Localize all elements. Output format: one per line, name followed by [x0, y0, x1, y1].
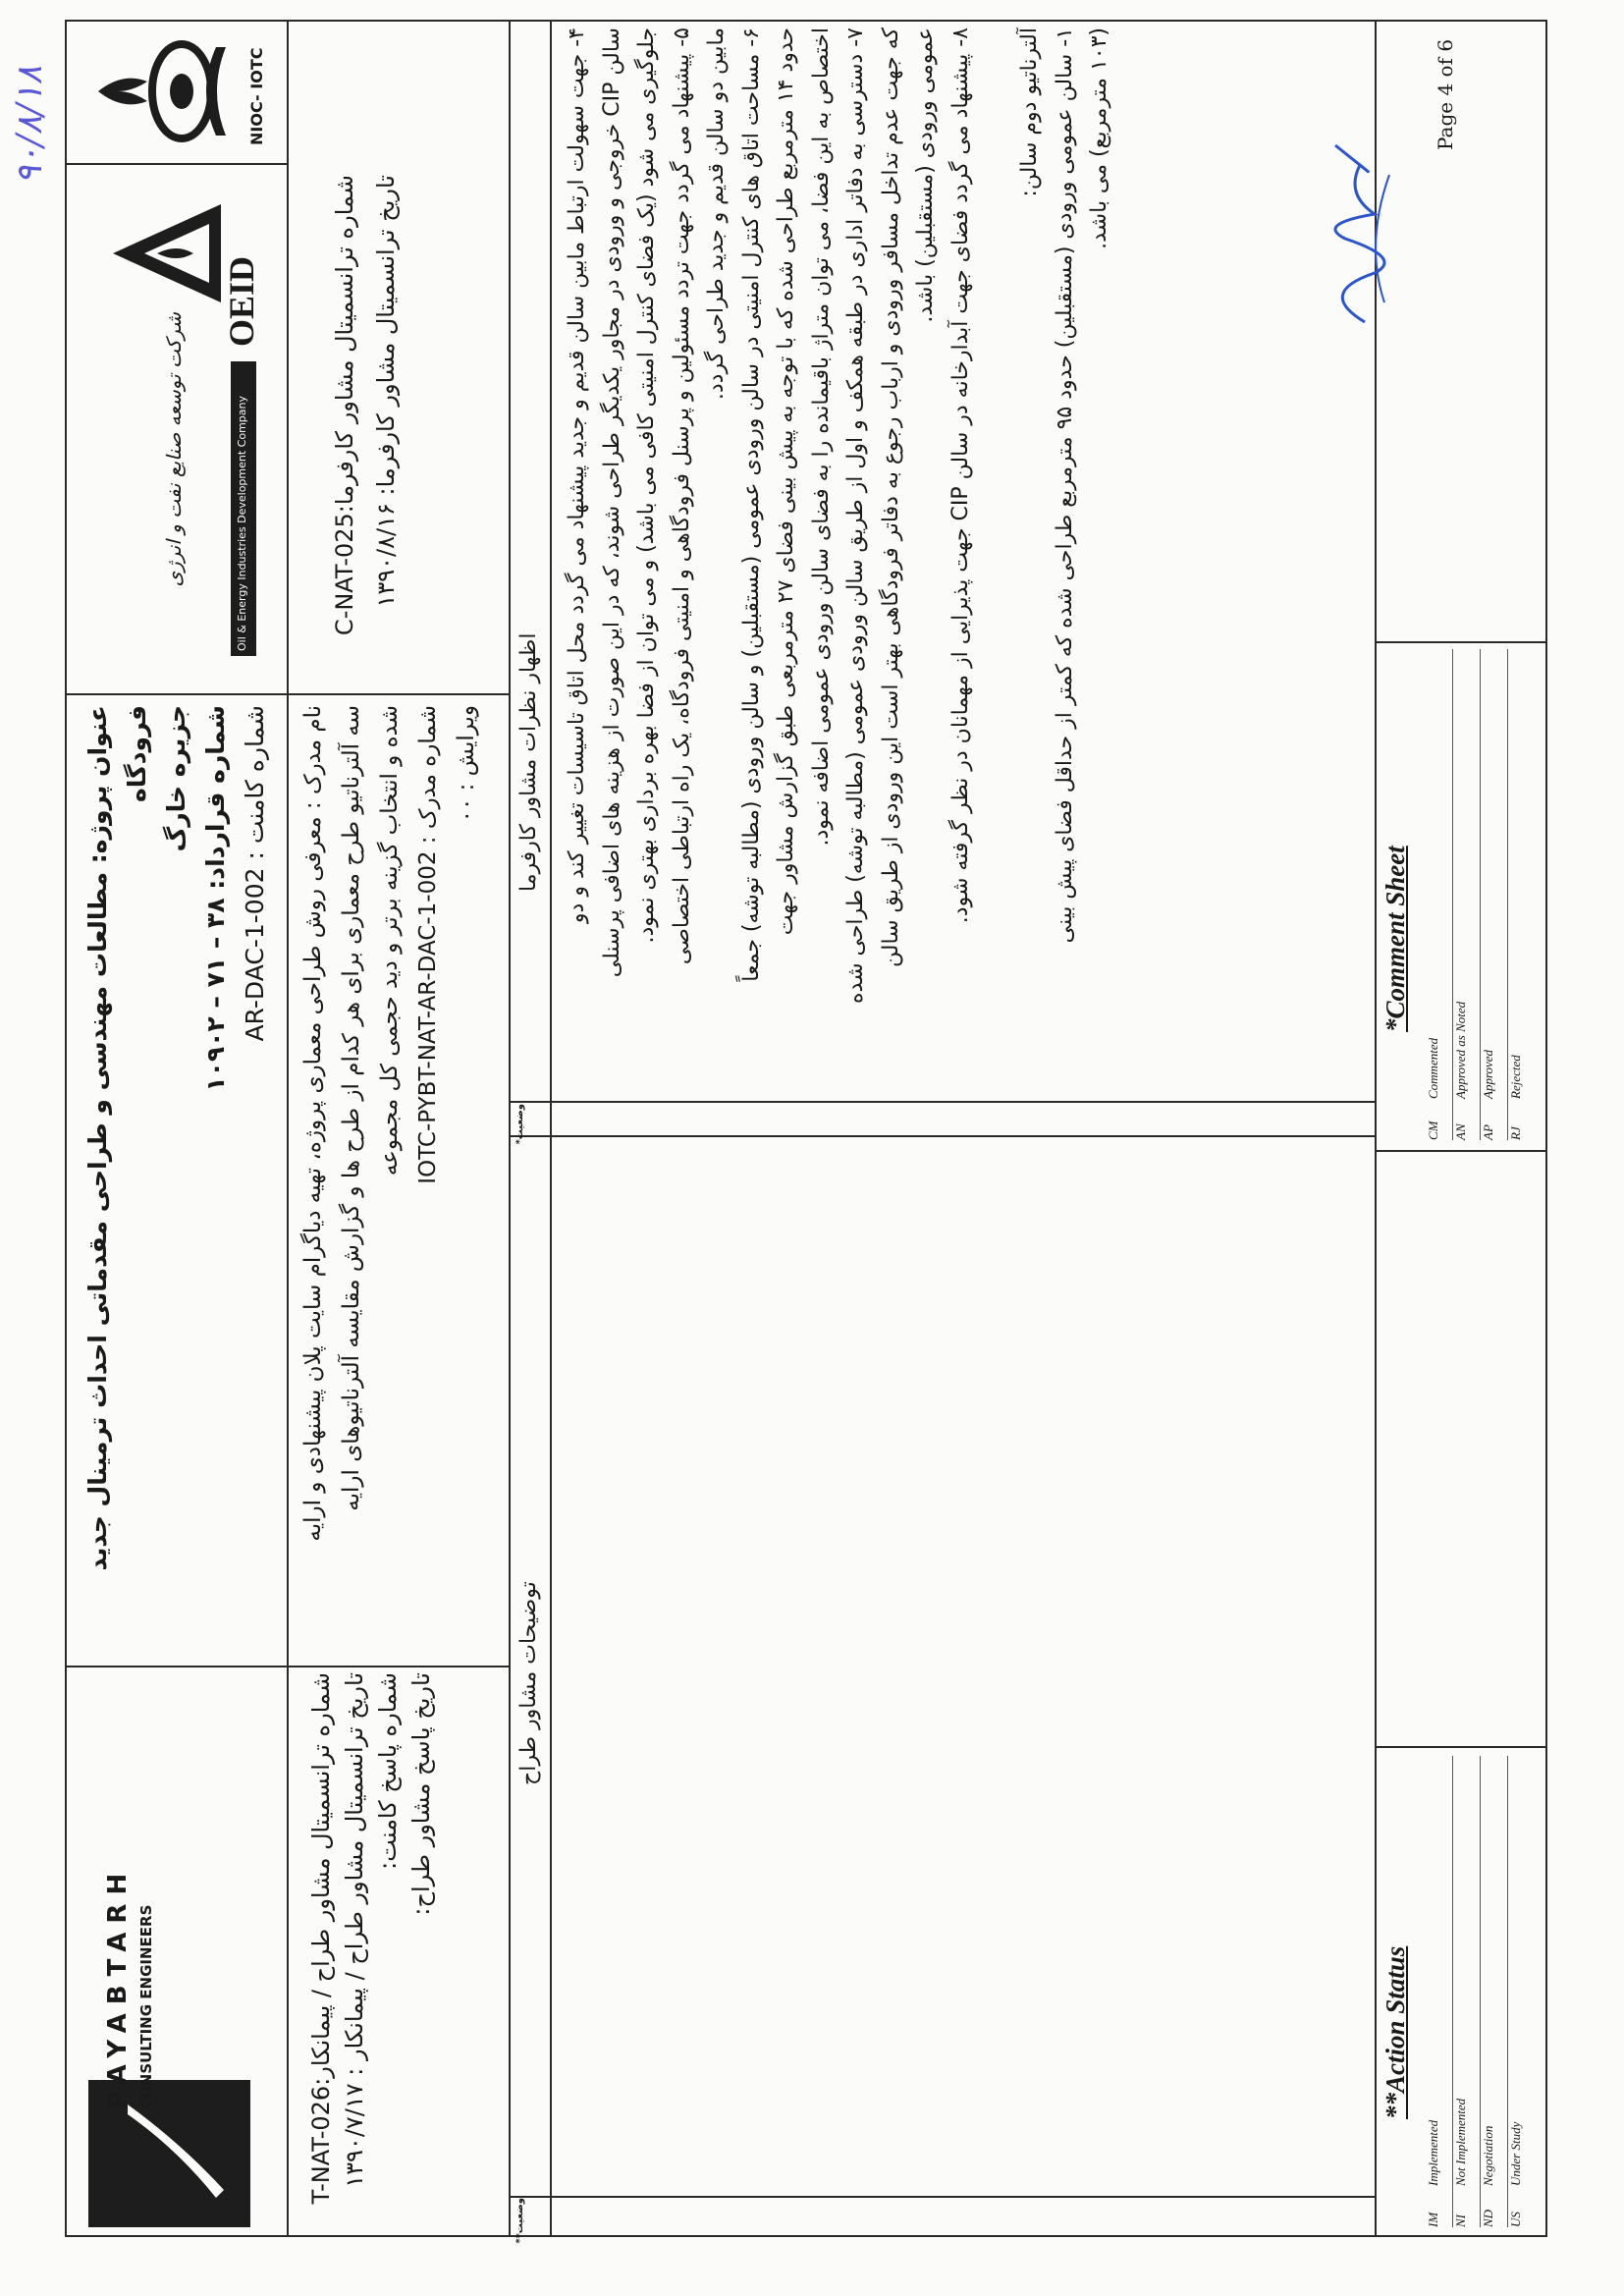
company-subtitle: CONSULTING ENGINEERS	[137, 1904, 155, 2109]
comment-sheet-legend	[1375, 641, 1547, 1152]
header-divider-2	[509, 20, 511, 2237]
document-info-line: نام مدرک : معرفی روش طراحی معماری پروژه، تهیه دیاگرام سایت پلان پیشنهادی و ارایه	[300, 705, 326, 1542]
comment-line: که جهت عدم تداخل مسافر ورودی و ارباب رجوع به دفاتر فرودگاهی بهتر است این ورودی از طریق سالن	[878, 27, 903, 967]
status-col-mid-right	[509, 1101, 1375, 1103]
comment-line: اختصاص به این فضا، می توان متراژ باقیمانده را به فضای سالن ورودی عمومی اضافه نمود.	[808, 27, 834, 847]
action-status-title: **Action Status	[1380, 1945, 1410, 2119]
client-transmittal-line: شماره ترانسمیتال مشاور کارفرما:C-NAT-025	[331, 175, 358, 636]
comment-sheet-item: AP Approved	[1481, 649, 1508, 1140]
oeid-persian-name: شرکت توسعه صنایع نفت و انرژی	[162, 312, 186, 587]
client-transmittal-block	[324, 175, 432, 685]
comment-line: ۴- جهت سهولت ارتباط مابین سالن قدیم و جدید پیشنهاد می گردد محل اتاق تاسیسات تغییر کند و دو	[565, 27, 589, 924]
action-status-items	[1426, 1756, 1535, 2227]
document-info-line: شماره مدرک : IOTC-PYBT-NAT-AR-DAC-1-002	[415, 705, 441, 1184]
header-divider-1	[287, 20, 289, 2237]
comment-sheet-item: AN Approved as Noted	[1453, 649, 1481, 1140]
designer-transmittal-line: تاریخ ترانسمیتال مشاور طراح / پیمانکار : ۱۳۹۰/۷/۱۷	[341, 1672, 368, 2188]
contract-number: شماره قرارداد: ۳۸ – ۷۱ – ۱۰۹۰۲	[201, 705, 230, 1092]
oeid-caption: Oil & Energy Industries Development Company	[236, 395, 248, 651]
comment-line: ۶- مساحت اتاق های کنترل امنیتی در سالن ورودی عمومی (مستقبلین) و سالن ورودی (مطالبه توشه) جمعاً	[738, 27, 764, 982]
document-info-block	[295, 705, 506, 1648]
project-location: جزیره خارگ	[162, 705, 190, 852]
comment-line: سالن CIP خروجی و ورودی در مجاور یکدیگر طراحی شوند، که در این صورت از هزینه های اضافی پرسنلی	[599, 27, 624, 978]
designer-comments-header: توضیحات مشاور طراح	[516, 1581, 541, 1785]
nioc-logo-graphic	[79, 27, 245, 155]
status-col-mid-left	[509, 1135, 1375, 1137]
comment-line: ۵- پیشنهاد می گردد جهت تردد مسئولین و پرسنل فرودگاهی و امنیتی فرودگاه، یک راه ارتباطی اختصاصی	[669, 27, 694, 965]
header-col-2	[65, 693, 509, 695]
page-number: Page 4 of 6	[1434, 38, 1457, 150]
nioc-caption: NIOC- IOTC	[247, 47, 266, 145]
client-comments-list	[560, 27, 1370, 1093]
comment-line: (۱۰۳ مترمربع) می باشد.	[1087, 27, 1111, 249]
comment-line: آلترناتیو دوم سالن:	[1017, 27, 1042, 197]
comment-sheet-item: CM Commented	[1426, 649, 1453, 1140]
status-mid-header: وضعیت*	[514, 1104, 525, 1145]
client-transmittal-line: تاریخ ترانسمیتال مشاور کارفرما: ۱۳۹۰/۸/۱۶	[372, 175, 400, 608]
designer-transmittal-line: تاریخ پاسخ مشاور طراح:	[407, 1672, 435, 1916]
comment-line: عمومی ورودی (مستقبلین) باشد.	[913, 27, 938, 323]
header-divider-3	[550, 20, 552, 2237]
project-block	[79, 705, 280, 1648]
oeid-name: OEID	[222, 255, 261, 347]
handwritten-date: ۹۰/۸/۱۸	[10, 66, 50, 185]
designer-transmittal-block	[304, 1672, 501, 2208]
action-status-item: ND Negotiation	[1481, 1756, 1508, 2227]
header-col-3	[65, 163, 287, 165]
comment-line: مابین دو سالن قدیم و جدید طراحی گردد.	[704, 27, 729, 401]
header-col-1	[65, 1666, 509, 1667]
status-col-left	[509, 2196, 1375, 2198]
action-status-item: IM Implemented	[1426, 1756, 1453, 2227]
client-comments-header: اظهار نظرات مشاور کارفرما	[516, 632, 541, 892]
comment-sheet-title: *Comment Sheet	[1380, 846, 1410, 1032]
document-info-line: سه آلترناتیو طرح معماری برای هر کدام از طرح ها و گزارش مقایسه آلترناتیوهای ارایه	[339, 705, 364, 1511]
designer-transmittal-line: شماره پاسخ کامنت:	[374, 1672, 402, 1870]
comment-line: حدود ۱۴ مترمربع طراحی شده که با توجه به پیش بینی فضای ۲۷ مترمربعی طبق گزارش مشاور جهت	[774, 27, 798, 936]
document-info-line: شده و انتخاب گزینه برتر و دید حجمی کل مجموعه	[377, 705, 403, 1176]
action-status-item: US Under Study	[1508, 2121, 1523, 2227]
designer-transmittal-line: شماره ترانسمیتال مشاور طراح / پیمانکار:T-NAT-026	[307, 1672, 335, 2205]
signature	[1306, 136, 1414, 332]
nioc-logo	[79, 27, 280, 155]
status-left-header: وضعیت**	[514, 2198, 525, 2244]
comment-sheet-item: RJ Rejected	[1508, 1055, 1523, 1140]
document-info-line: ویرایش : ۰۰	[454, 705, 479, 823]
comment-line: ۸- پیشنهاد می گردد فضای جهت آبدارخانه در سالن CIP جهت پذیرایی از مهمانان در نظر گرفته شود.	[947, 27, 973, 924]
action-status-legend	[1375, 1746, 1547, 2237]
oeid-logo	[74, 170, 280, 685]
project-title: عنوان پروژه: مطالعات مهندسی و طراحی مقدماتی احداث ترمینال جدید فرودگاه	[83, 705, 151, 1571]
company-name: PAYABTARH	[103, 1864, 133, 2109]
comment-line	[978, 27, 1012, 1093]
action-status-item: NI Not Implemented	[1453, 1756, 1481, 2227]
comment-sheet-items	[1426, 649, 1535, 1140]
comment-line: ۷- دسترسی به دفاتر اداری در طبقه همکف و اول از طریق سالن ورودی عمومی (مطالبه توشه) طراحی شده	[843, 27, 868, 1004]
comment-line: جلوگیری می شود (یک فضای کنترل امنیتی کافی می باشد) و می توان از فضا بهره برداری بهتری نمود.	[634, 27, 659, 944]
comment-line: ۱- سالن عمومی ورودی (مستقبلین) حدود ۹۵ مترمربع طراحی شده که کمتر از حداقل فضای پیش بینی	[1052, 27, 1077, 944]
comment-number: شماره کامنت : AR-DAC-1-002	[241, 705, 269, 1042]
